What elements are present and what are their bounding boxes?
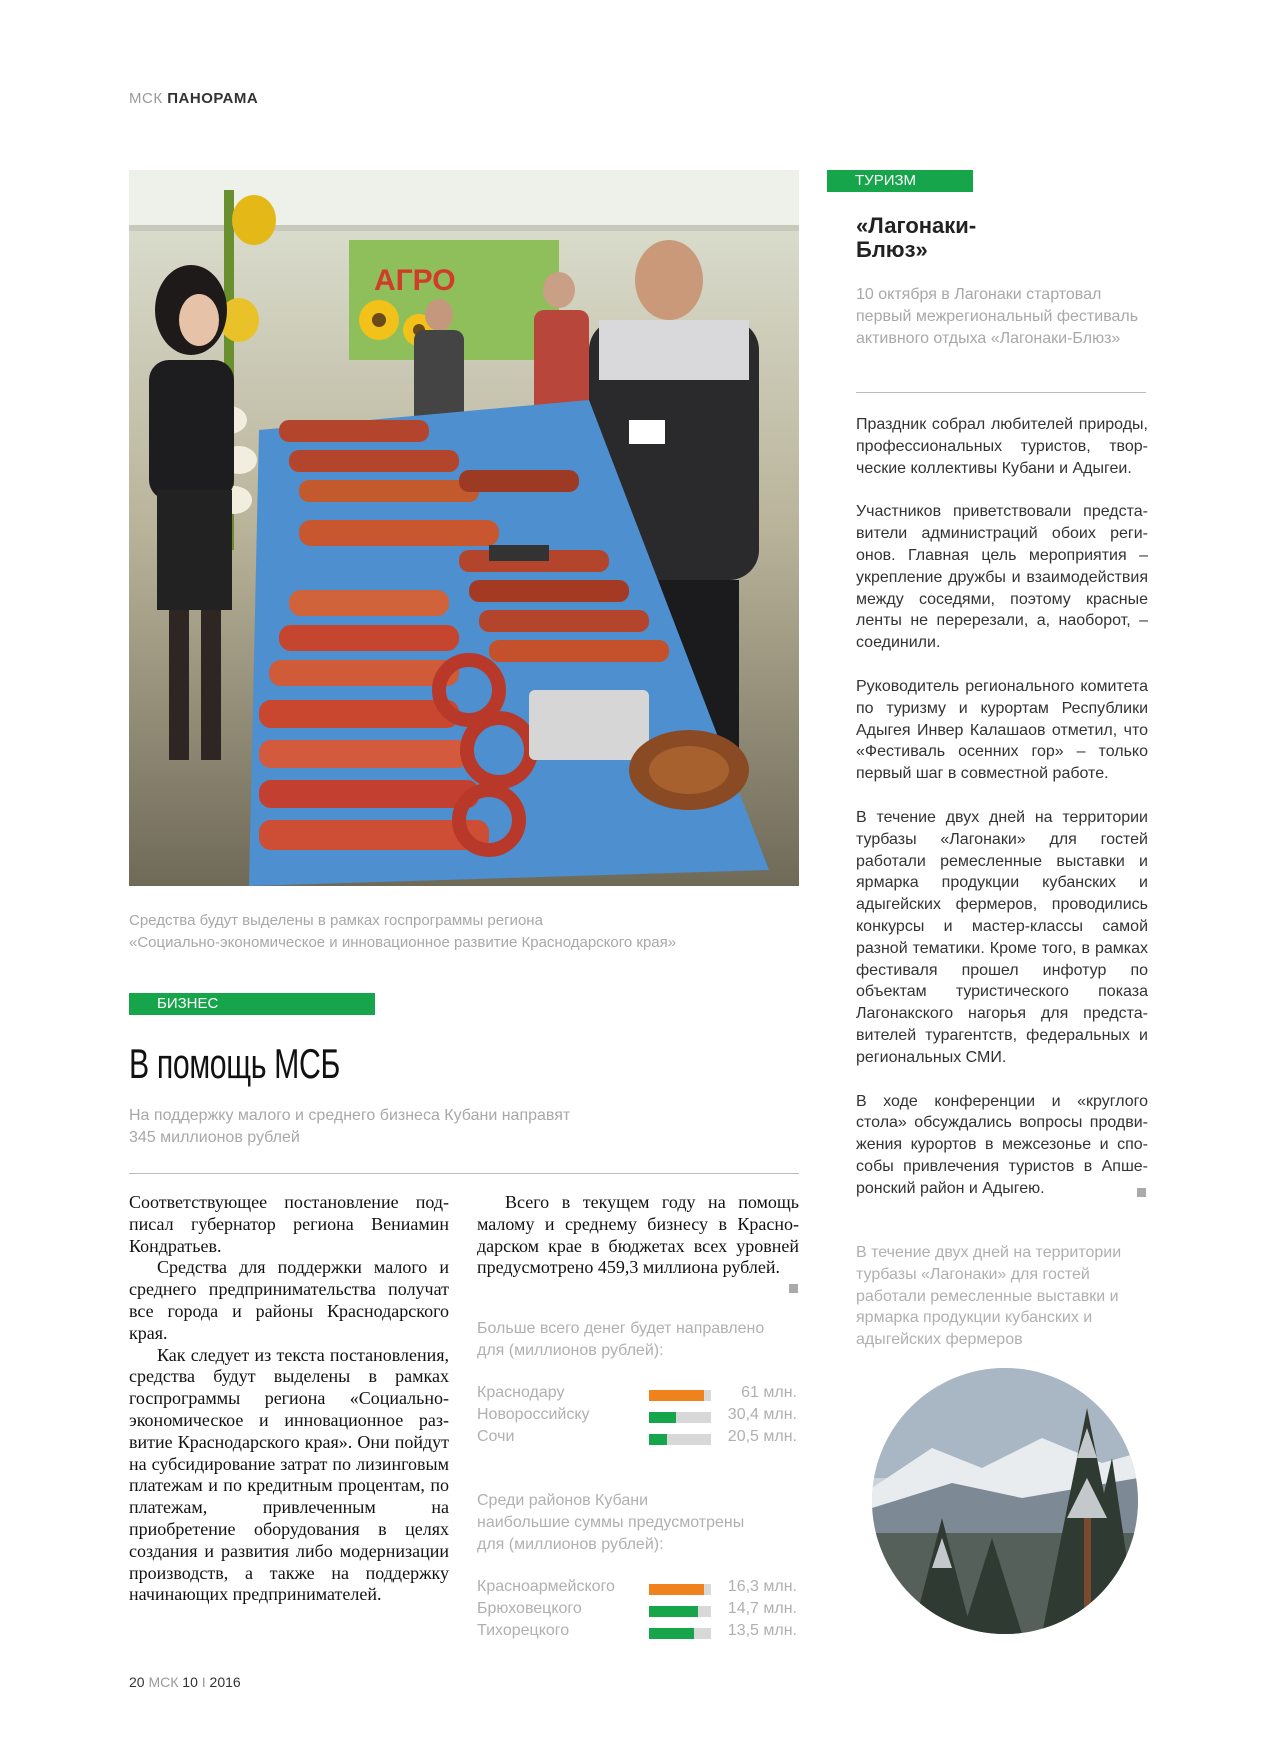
bar-fill (649, 1434, 667, 1445)
bar-track (649, 1434, 711, 1445)
paragraph: Участников приветствовали представители администраций обоих регионов. Главная цель мероприятия – укрепление дружбы и взаимодействия между соседями, поэтому красные ленты не перерезали, а, наоборот, – соединили. (856, 503, 1148, 652)
bar-fill (649, 1606, 698, 1617)
bar-label: Сочи (477, 1428, 515, 1445)
page-folio (129, 1674, 241, 1690)
bar-value: 14,7 млн. (727, 1600, 797, 1617)
article-headline: В помощь МСБ (129, 1040, 340, 1087)
paragraph: Средства для поддержки малого и среднего предпринимательства получат все города и районы Краснодарского края. (129, 1257, 449, 1343)
bar-label: Красноармейского (477, 1578, 615, 1595)
bar-track (649, 1606, 711, 1617)
photo-caption-line-2: «Социально-экономическое и инновационное развитие Краснодарского края» (129, 934, 677, 951)
issue-year: 2016 (209, 1674, 241, 1690)
note-line: Среди районов Кубани (477, 1492, 648, 1509)
note-line: для (миллионов рублей): (477, 1342, 664, 1359)
bar-label: Новороссийску (477, 1406, 590, 1423)
bar-value: 16,3 млн. (727, 1578, 797, 1595)
bar-fill (649, 1390, 704, 1401)
paragraph: Праздник собрал любителей природы, профессиональных туристов, творческие коллективы Кубани и Адыгеи. (856, 416, 1148, 477)
section-tag-tourism: ТУРИЗМ (827, 170, 973, 192)
paragraph: Руководитель регионального комитета по туризму и курортам Республики Адыгея Инвер Калашаов отметил, что «Фестиваль осенних гор» – только первый шаг в совместной работе. (856, 677, 1148, 783)
note-line: для (миллионов рублей): (477, 1536, 664, 1553)
paragraph: Всего в текущем году на помощь малому и среднему бизнесу в Краснодарском крае в бюджетах всех уровней предусмотрено 459,3 миллиона рублей. (477, 1192, 799, 1278)
bar-row-krasnoarmeysky (477, 1578, 799, 1599)
article-lead-line-2: 345 миллионов рублей (129, 1129, 300, 1146)
sidebar-title-line-1: «Лагонаки- (856, 213, 977, 238)
bar-track (649, 1628, 711, 1639)
sidebar-divider (856, 392, 1146, 393)
bar-track (649, 1390, 711, 1401)
paragraph: Соответствующее постановление подписал губернатор региона Вениамин Кондратьев. (129, 1192, 449, 1256)
photo-caption (129, 910, 809, 954)
sidebar-body (856, 414, 1148, 1222)
running-head-section: ПАНОРАМА (167, 90, 259, 107)
bar-row-novorossiysk (477, 1406, 799, 1427)
bar-label: Брюховецкого (477, 1600, 582, 1617)
article-column-1 (129, 1192, 449, 1606)
folio-separator: I (201, 1674, 206, 1690)
paragraph: В течение двух дней на территории турбазы «Лагонаки» для гостей работали ремесленные выставки и ярмарка продукции кубанских и адыгейских фермеров, проводились конкурсы и мастер-классы самой разной тематики. Кроме того, в рамках фестиваля прошел инфотур по объектам туристического показа Лагонакского нагорья для представителей турагентств, федеральных и региональных СМИ. (856, 808, 1148, 1066)
paragraph: В ходе конференции и «круглого стола» обсуждались вопросы продвижения курортов в межсезонье и способы привлечения туристов в Апшеронский район и Адыгею. (856, 1092, 1148, 1197)
bar-row-bryukhovetsky (477, 1600, 799, 1621)
bar-value: 30,4 млн. (727, 1406, 797, 1423)
bar-value: 13,5 млн. (727, 1622, 797, 1639)
bar-track (649, 1412, 711, 1423)
bar-fill (649, 1584, 704, 1595)
running-head-brand: МСК (129, 90, 163, 107)
infographic-note-cities (477, 1318, 799, 1362)
pull-quote: В течение двух дней на территории турбазы «Лагонаки» для гостей работали ремесленные выставки и ярмарка продукции кубанских и адыгейских фермеров (856, 1244, 1122, 1349)
divider (129, 1173, 799, 1174)
end-mark (1137, 1188, 1146, 1197)
note-line: наибольшие суммы предусмотрены (477, 1514, 745, 1531)
bar-label: Краснодару (477, 1384, 565, 1401)
article-column-2 (477, 1192, 799, 1279)
photo-caption-line-1: Средства будут выделены в рамках госпрограммы региона (129, 912, 543, 929)
paragraph: Как следует из текста постановления, средства будут выделены в рамках госпрограммы региона «Социально-экономическое и инновационное развитие Краснодарского края». Они пойдут на субсидирование затрат по лизинговым платежам и по кредитным процентам, по платежам, привлеченным на приобретение оборудования в целях создания и развития либо модернизации производств, а также на поддержку начинающих предпринимателей. (129, 1344, 449, 1605)
bar-fill (649, 1628, 694, 1639)
mountain-photo (872, 1368, 1138, 1634)
folio-brand: МСК (148, 1674, 179, 1690)
end-mark (789, 1284, 798, 1293)
running-head (129, 90, 258, 107)
market-photo (129, 170, 799, 886)
bar-value: 20,5 млн. (727, 1428, 797, 1445)
article-lead-line-1: На поддержку малого и среднего бизнеса Кубани направят (129, 1107, 571, 1124)
bar-label: Тихорецкого (477, 1622, 570, 1639)
bar-track (649, 1584, 711, 1595)
sidebar-title-line-2: Блюз» (856, 237, 928, 262)
section-tag-business: БИЗНЕС (129, 993, 375, 1015)
sidebar-title (856, 214, 1116, 262)
bar-row-tikhoretsky (477, 1622, 799, 1643)
article-lead (129, 1105, 689, 1149)
note-line: Больше всего денег будет направлено (477, 1320, 765, 1337)
bar-row-sochi (477, 1428, 799, 1449)
banner-text: АГРО (374, 264, 456, 297)
bar-fill (649, 1412, 676, 1423)
infographic-note-districts (477, 1490, 799, 1556)
page-number: 20 (129, 1674, 145, 1690)
bar-row-krasnodar (477, 1384, 799, 1405)
issue-number: 10 (182, 1674, 198, 1690)
sidebar-lead: 10 октября в Лагонаки стартовал первый межрегиональный фестиваль активного отдыха «Лагонаки-Блюз» (856, 286, 1139, 347)
bar-value: 61 млн. (741, 1384, 797, 1401)
